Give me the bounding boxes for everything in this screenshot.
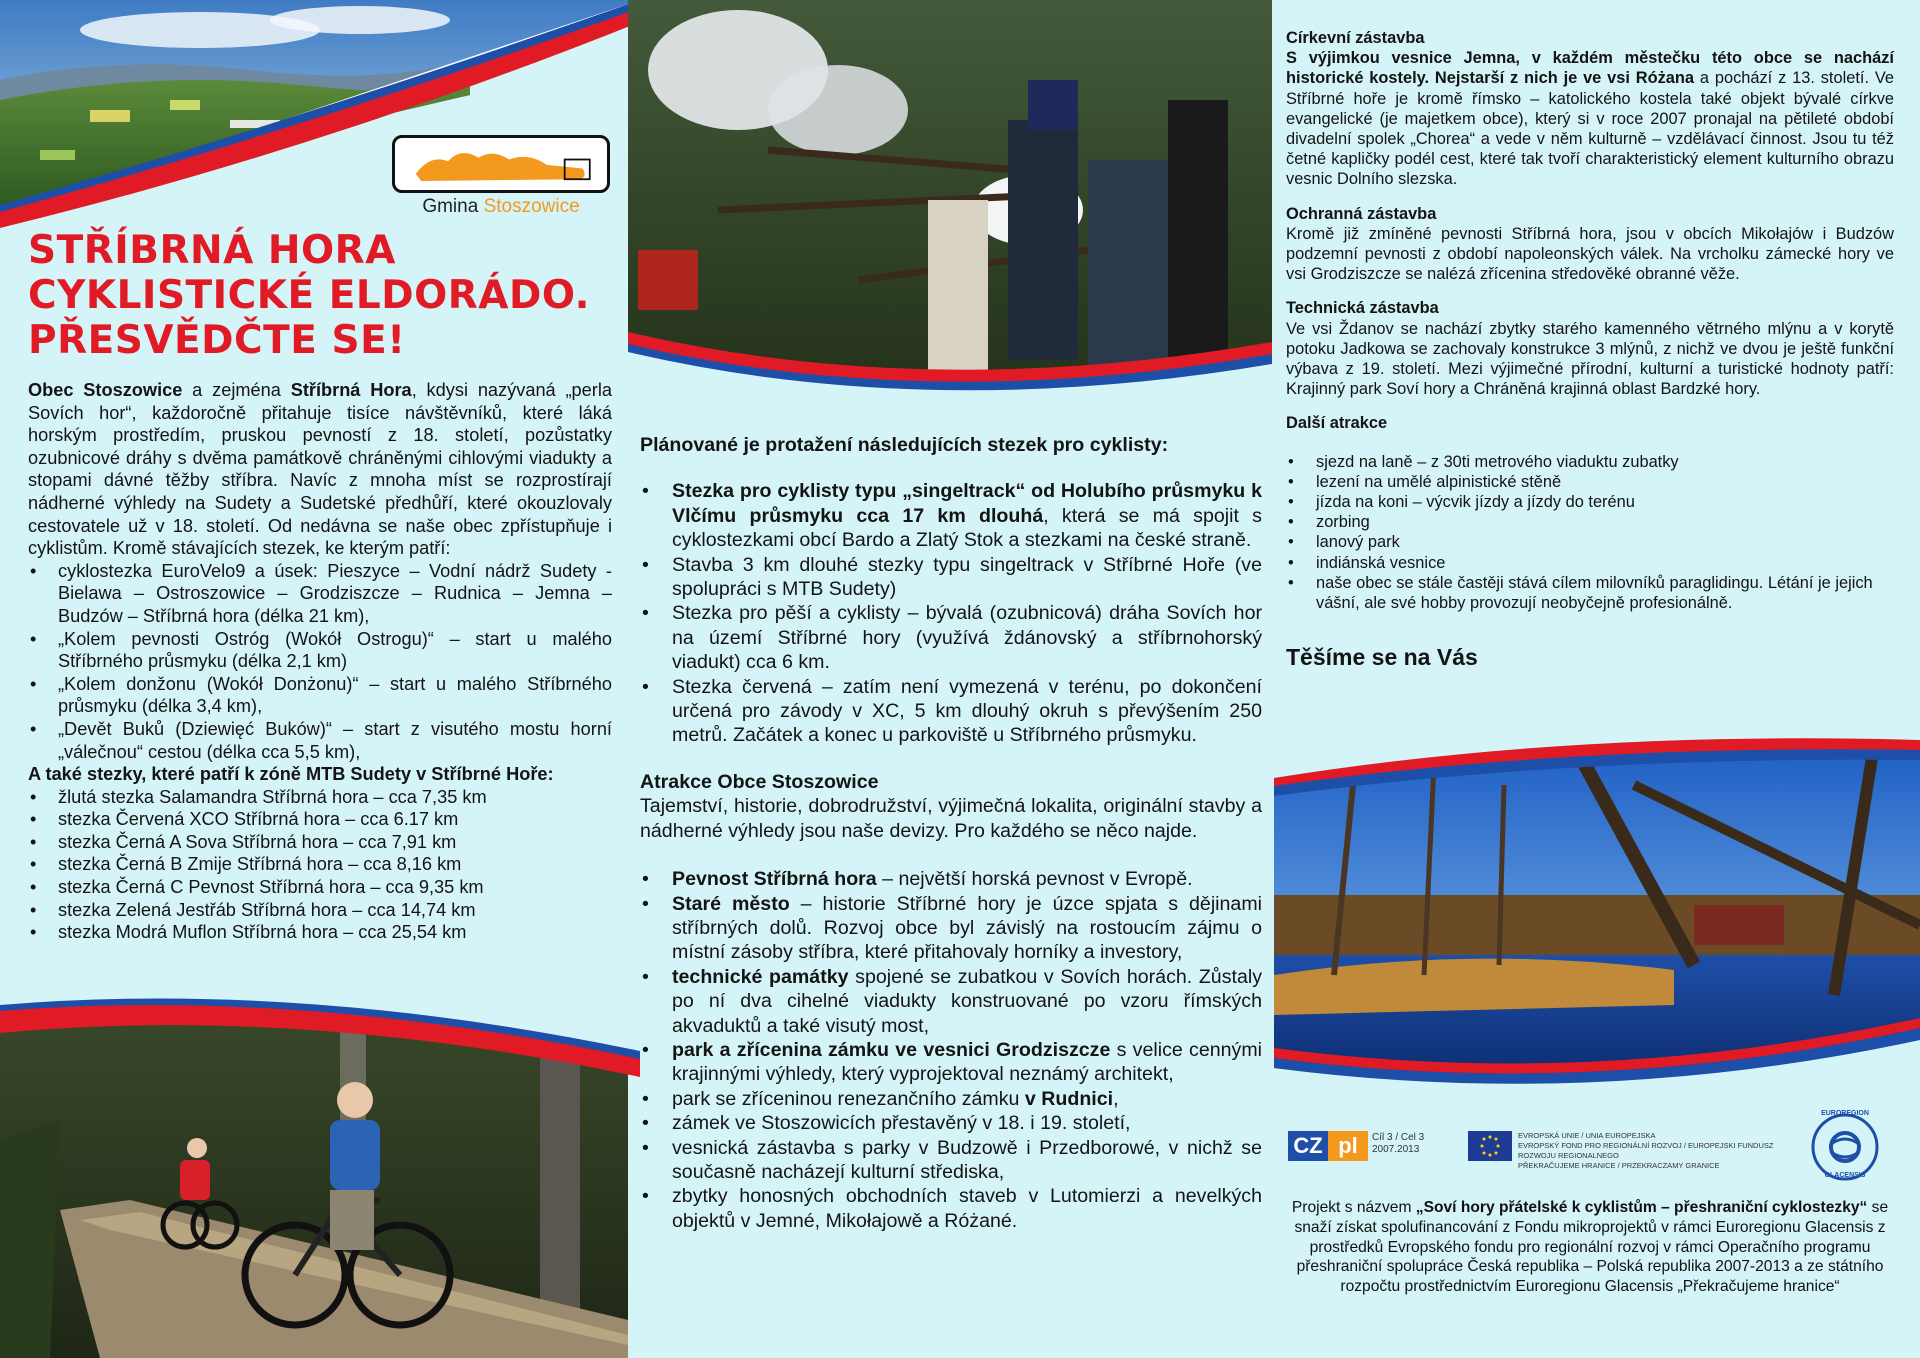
technical-text: Ve vsi Ždanov se nachází zbytky starého kamenného větrného mlýnu a v korytě potoku Jadkowa se zachovaly konstrukce 3 mlýnů, z nichž ve dvou je ještě funkční výbava z 19. století. Mezi výjimečné přírodní, kulturní a turistické hodnoty patří: Krajinný park Soví hory a Chráněná krajinná oblast Bardzké hory. bbox=[1286, 319, 1894, 399]
attractions-list bbox=[640, 867, 1262, 1233]
church-text: S výjimkou vesnice Jemna, v každém městečku této obce se nachází historické kostely. Nejstarší z nich je ve vsi Różana a pochází z 13. století. Ve Stříbrné hoře je kromě římsko – katolického kostela také objekt bývalé církve evangelické (je majetkem obce), který si v roce 2007 pronajal na pětileté období divadelní spolek „Chorea“ a vede v něm kulturně – vzdělávací činnost. Jsou tu též četné kapličky podél cest, které tak tvoří charakteristický element kulturního obrazu vesnic Dolního slezska. bbox=[1286, 49, 1894, 189]
defense-text: Kromě již zmíněné pevnosti Stříbrná hora, jsou v obcích Mikołajów i Budzów podzemní pevnosti z období napoleonských válek. Na vrcholku zámecké hory ve vsi Grodziszcze se nalézá zřícenina středověké obranné věže. bbox=[1286, 224, 1894, 284]
list-item: • stezka Černá C Pevnost Stříbrná hora – cca 9,35 km bbox=[28, 876, 612, 899]
list-item: • zbytky honosných obchodních staveb v Lutomierzi a nevelkých objektů v Jemné, Mikołajowě a Różané. bbox=[640, 1184, 1262, 1233]
list-item: • Stezka pro cyklisty typu „singeltrack“ od Holubího průsmyku k Vlčímu průsmyku cca 17 km dlouhá, která se má spojit s cyklostezkami obcí Bardo a Zlatý Stok a stezkami na české straně. bbox=[640, 479, 1262, 552]
gmina-logo-text: Gmina Stoszowice bbox=[422, 196, 580, 217]
swoosh-right bbox=[1274, 738, 1920, 1108]
list-item: • naše obec se stále častěji stává cílem milovníků paraglidingu. Létání je jejich vášní, ale své hobby provozují neobyčejně profesionálně. bbox=[1286, 573, 1894, 613]
mtb-heading: A také stezky, které patří k zóně MTB Sudety v Stříbrné Hoře: bbox=[28, 764, 554, 785]
list-item: • „Devět Buků (Dziewięć Buków)“ – start z visutého mostu horní „válečnou“ cestou (délka cca 5,5 km), bbox=[28, 718, 612, 763]
routes-list bbox=[28, 560, 612, 763]
list-item: • stezka Zelená Jestřáb Stříbrná hora – cca 14,74 km bbox=[28, 899, 612, 922]
list-item: • zorbing bbox=[1286, 512, 1894, 532]
list-item: • „Kolem pevnosti Ostróg (Wokół Ostrogu)“ – start u malého Stříbrného průsmyku (délka 2,1 km) bbox=[28, 628, 612, 673]
cil-logo-text: Cíl 3 / Cel 3 2007.2013 bbox=[1372, 1132, 1425, 1155]
list-item: • Stavba 3 km dlouhé stezky typu singeltrack v Stříbrné Hoře (ve spolupráci s MTB Sudety) bbox=[640, 553, 1262, 602]
list-item: • stezka Červená XCO Stříbrná hora – cca 6.17 km bbox=[28, 808, 612, 831]
swoosh-bottom-left bbox=[0, 985, 640, 1095]
church-heading: Církevní zástavba bbox=[1286, 29, 1425, 47]
attractions-intro: Tajemství, historie, dobrodružství, výjimečná lokalita, originální stavby a nádherné výhledy jsou naše devizy. Pro každého se něco najde. bbox=[640, 795, 1262, 842]
list-item: • stezka Černá B Zmije Stříbrná hora – cca 8,16 km bbox=[28, 853, 612, 876]
list-item: • „Kolem donžonu (Wokół Donżonu)“ – start u malého Stříbrného průsmyku (délka 3,4 km), bbox=[28, 673, 612, 718]
glacensis-bottom-text: GLACENSIS bbox=[1824, 1172, 1866, 1179]
list-item: • Staré město – historie Stříbrné hory je úzce spjata s dějinami stříbrných dolů. Rozvoj obce byl závislý na rostoucím zájmu o místní zásoby stříbra, které přitahovaly horníky a investory, bbox=[640, 892, 1262, 965]
eu-flag-icon bbox=[1468, 1131, 1512, 1161]
page-title: STŘÍBRNÁ HORA CYKLISTICKÉ ELDORÁDO. PŘESVĚDČTE SE! bbox=[28, 228, 590, 363]
welcome-heading: Těšíme se na Vás bbox=[1286, 644, 1478, 671]
czpl-logo: CZ pl bbox=[1288, 1131, 1368, 1161]
list-item: • stezka Modrá Muflon Stříbrná hora – cca 25,54 km bbox=[28, 921, 612, 944]
list-item: • indiánská vesnice bbox=[1286, 553, 1894, 573]
list-item: • stezka Černá A Sova Stříbrná hora – cca 7,91 km bbox=[28, 831, 612, 854]
list-item: • park a zřícenina zámku ve vesnici Grodziszcze s velice cennými krajinnými výhledy, který vyprojektoval neznámý architekt, bbox=[640, 1038, 1262, 1087]
list-item: • cyklostezka EuroVelo9 a úsek: Pieszyce – Vodní nádrž Sudety - Bielawa – Ostroszowice – Grodziszcze – Rudnica – Jemna – Budzów – Stříbrná hora (délka 21 km), bbox=[28, 560, 612, 628]
glacensis-top-text: EUROREGION bbox=[1821, 1110, 1869, 1117]
list-item: • park se zříceninou renezančního zámku v Rudnici, bbox=[640, 1087, 1262, 1111]
mtb-list bbox=[28, 786, 612, 944]
list-item: • Stezka červená – zatím není vymezená v terénu, po dokončení určená pro závody v XC, 5 km dlouhý okruh s převýšením 250 metrů. Začátek a konec u parkoviště u Stříbrného průsmyku. bbox=[640, 675, 1262, 748]
attractions-heading: Atrakce Obce Stoszowice bbox=[640, 770, 879, 793]
list-item: • jízda na koni – výcvik jízdy a jízdy do terénu bbox=[1286, 492, 1894, 512]
technical-heading: Technická zástavba bbox=[1286, 299, 1439, 318]
plan-list bbox=[640, 479, 1262, 747]
list-item: • žlutá stezka Salamandra Stříbrná hora – cca 7,35 km bbox=[28, 786, 612, 809]
column-3 bbox=[1286, 20, 1894, 671]
column-1 bbox=[28, 379, 612, 944]
list-item: • zámek ve Stoszowicích přestavěný v 18. i 19. století, bbox=[640, 1111, 1262, 1135]
defense-heading: Ochranná zástavba bbox=[1286, 204, 1437, 223]
plan-heading: Plánované je protažení následujících stezek pro cyklisty: bbox=[640, 434, 1169, 456]
list-item: • Pevnost Stříbrná hora – největší horská pevnost v Evropě. bbox=[640, 867, 1262, 891]
list-item: • sjezd na laně – z 30ti metrového viaduktu zubatky bbox=[1286, 452, 1894, 472]
list-item: • lanový park bbox=[1286, 532, 1894, 552]
list-item: • technické památky spojené se zubatkou v Sovích horách. Zůstaly po ní dva cihelné viadukty konstruované po vzoru římských akvaduktů a také visutý most, bbox=[640, 965, 1262, 1038]
more-heading: Další atrakce bbox=[1286, 414, 1388, 433]
swoosh-middle bbox=[628, 330, 1272, 420]
list-item: • vesnická zástavba s parky v Budzowě i Przedborowé, v nichž se současně nacházejí kulturní střediska, bbox=[640, 1136, 1262, 1185]
more-list bbox=[1286, 452, 1894, 614]
gmina-logo bbox=[392, 135, 610, 193]
eu-logo-text: EVROPSKÁ UNIE / UNIA EUROPEJSKA EVROPSKÝ FOND PRO REGIONÁLNÍ ROZVOJ / EUROPEJSKI FUNDUSZ ROZWOJU REGIONALNEGO PŘEKRAČUJEME HRANICE / PRZEKRACZAMY GRANICE bbox=[1518, 1131, 1774, 1170]
project-note: Projekt s názvem „Soví hory přátelské k cyklistům – přeshraniční cyklostezky“ se snaží získat spolufinancování z Fondu mikroprojektů v rámci Euroregionu Glacensis z prostředků Evropského fondu pro regionální rozvoj v rámci Operačního programu přeshraniční spolupráce Česká republika – Polská republika 2007-2013 a ze státního rozpočtu prostřednictvím Euroregionu Glacensis „Překračujeme hranice“ bbox=[1291, 1199, 1889, 1296]
list-item: • Stezka pro pěší a cyklisty – bývalá (ozubnicová) dráha Sovích hor na území Stříbrné hory (využívá ždánovský a stříbrnohorský viadukt) cca 6 km. bbox=[640, 601, 1262, 674]
list-item: • lezení na umělé alpinistické stěně bbox=[1286, 472, 1894, 492]
mountain-logo-icon bbox=[395, 138, 607, 190]
intro-paragraph: Obec Stoszowice a zejména Stříbrná Hora, kdysi nazývaná „perla Sovích hor“, každoročně přitahuje tisíce návštěvníků, které láká horským prostředím, pruskou pevností z 18. století, pozůstatky ozubnicové dráhy s dvěma památkově chráněnými cihlovými viadukty a stopami dávné těžby stříbra. Navíc z mnoha míst se rozprostírají nádherné výhledy na Sudety a Sudetské předhůří, které okouzlovaly cestovatele už v 18. století. Od nedávna se naše obec zpřístupňuje i cyklistům. Kromě stávajících stezek, ke kterým patří: bbox=[28, 380, 612, 559]
column-2 bbox=[640, 433, 1262, 1233]
